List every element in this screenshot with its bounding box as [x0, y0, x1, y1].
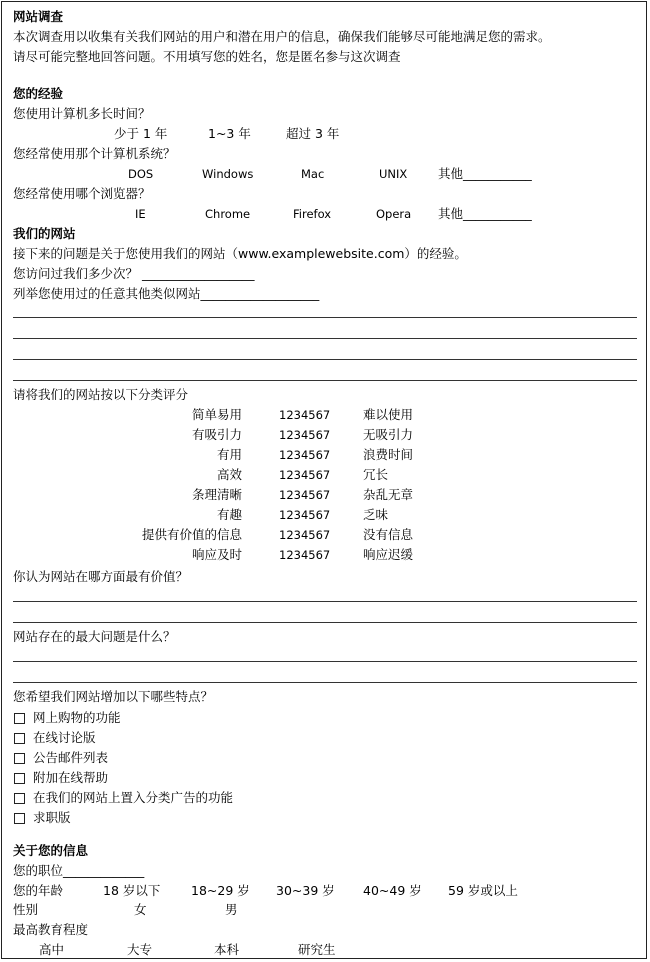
education-option[interactable]: 大专 [127, 942, 153, 957]
feature-checkbox[interactable] [14, 713, 25, 724]
intro-line-1: 本次调查用以收集有关我们网站的用户和潜在用户的信息，确保我们能够尽可能地满足您的需求。 [13, 29, 551, 44]
answer-line[interactable] [13, 359, 637, 360]
question-visits[interactable]: 您访问过我们多少次？ __________________ [13, 266, 255, 281]
rating-scale[interactable]: 1234567 [279, 548, 331, 562]
option-chrome[interactable]: Chrome [205, 207, 251, 221]
option-mac[interactable]: Mac [301, 167, 325, 181]
education-label: 最高教育程度 [13, 922, 89, 937]
answer-line[interactable] [13, 317, 637, 318]
rating-scale[interactable]: 1234567 [279, 488, 331, 502]
rating-scale[interactable]: 1234567 [279, 508, 331, 522]
age-option[interactable]: 40~49 岁 [363, 883, 422, 898]
rating-left-label: 有用 [216, 447, 242, 462]
age-option[interactable]: 18~29 岁 [191, 883, 250, 898]
survey-title: 网站调查 [13, 9, 64, 24]
gender-option-female[interactable]: 女 [134, 902, 147, 917]
feature-checkbox[interactable] [14, 793, 25, 804]
website-intro: 接下来的问题是关于您使用我们的网站（www.examplewebsite.com）的经验。 [13, 246, 467, 261]
option-dos[interactable]: DOS [128, 167, 154, 181]
answer-line[interactable] [13, 682, 637, 683]
survey-form [1, 1, 647, 959]
rating-right-label: 冗长 [363, 467, 389, 482]
rating-right-label: 没有信息 [363, 527, 414, 542]
feature-checkbox[interactable] [14, 733, 25, 744]
age-option[interactable]: 30~39 岁 [276, 883, 335, 898]
feature-checkbox[interactable] [14, 813, 25, 824]
question-os: 您经常使用那个计算机系统？ [13, 146, 176, 161]
answer-line[interactable] [13, 380, 637, 381]
intro-line-2: 请尽可能完整地回答问题。不用填写您的姓名，您是匿名参与这次调查 [13, 49, 401, 64]
rating-left-label: 简单易用 [191, 407, 242, 422]
age-label: 您的年龄 [13, 883, 64, 898]
rating-scale[interactable]: 1234567 [279, 428, 331, 442]
question-computer-years: 您使用计算机多长时间？ [13, 106, 151, 121]
feature-checkbox[interactable] [14, 753, 25, 764]
feature-label: 附加在线帮助 [33, 770, 109, 785]
question-biggest-problem: 网站存在的最大问题是什么？ [13, 629, 176, 644]
option-opera[interactable]: Opera [376, 207, 412, 221]
rating-right-label: 无吸引力 [363, 427, 414, 442]
job-field[interactable]: 您的职位_____________ [13, 863, 145, 878]
feature-checkbox[interactable] [14, 773, 25, 784]
rating-left-label: 有趣 [216, 507, 242, 522]
rating-scale[interactable]: 1234567 [279, 408, 331, 422]
rating-scale[interactable]: 1234567 [279, 528, 331, 542]
rating-scale[interactable]: 1234567 [279, 448, 331, 462]
education-option[interactable]: 高中 [39, 942, 65, 957]
website-heading: 我们的网站 [13, 226, 76, 241]
rating-left-label: 条理清晰 [191, 487, 242, 502]
question-features: 您希望我们网站增加以下哪些特点？ [13, 689, 214, 704]
question-most-valuable: 你认为网站在哪方面最有价值？ [13, 569, 189, 584]
answer-line[interactable] [13, 601, 637, 602]
option-ie[interactable]: IE [135, 207, 146, 221]
rating-title: 请将我们的网站按以下分类评分 [13, 387, 189, 402]
rating-scale[interactable]: 1234567 [279, 468, 331, 482]
option-os-other[interactable]: 其他___________ [438, 166, 532, 181]
option-browser-other[interactable]: 其他___________ [438, 206, 532, 221]
rating-right-label: 乏味 [363, 507, 389, 522]
age-option[interactable]: 18 岁以下 [103, 883, 161, 898]
rating-left-label: 有吸引力 [191, 427, 242, 442]
rating-right-label: 难以使用 [363, 407, 414, 422]
gender-label: 性别 [13, 902, 39, 917]
question-similar-sites[interactable]: 列举您使用过的任意其他类似网站___________________ [13, 286, 320, 301]
education-option[interactable]: 本科 [214, 942, 240, 957]
option-windows[interactable]: Windows [202, 167, 254, 181]
rating-right-label: 响应迟缓 [363, 547, 414, 562]
option-1-3-years[interactable]: 1~3 年 [208, 126, 251, 141]
option-under-1-year[interactable]: 少于 1 年 [114, 126, 168, 141]
age-option[interactable]: 59 岁或以上 [448, 883, 518, 898]
option-firefox[interactable]: Firefox [293, 207, 332, 221]
education-option[interactable]: 研究生 [298, 942, 336, 957]
feature-label: 网上购物的功能 [33, 710, 121, 725]
rating-left-label: 响应及时 [191, 547, 242, 562]
feature-label: 在我们的网站上置入分类广告的功能 [33, 790, 234, 805]
rating-right-label: 杂乱无章 [363, 487, 414, 502]
feature-label: 公告邮件列表 [33, 750, 109, 765]
about-heading: 关于您的信息 [13, 843, 89, 858]
rating-right-label: 浪费时间 [363, 447, 414, 462]
experience-heading: 您的经验 [13, 86, 64, 101]
question-browser: 您经常使用哪个浏览器？ [13, 186, 151, 201]
option-over-3-years[interactable]: 超过 3 年 [286, 126, 340, 141]
answer-line[interactable] [13, 661, 637, 662]
rating-left-label: 高效 [216, 467, 242, 482]
answer-line[interactable] [13, 622, 637, 623]
option-unix[interactable]: UNIX [379, 167, 408, 181]
feature-label: 求职版 [33, 810, 71, 825]
feature-label: 在线讨论版 [33, 730, 96, 745]
rating-left-label: 提供有价值的信息 [141, 527, 242, 542]
gender-option-male[interactable]: 男 [225, 902, 238, 917]
answer-line[interactable] [13, 338, 637, 339]
